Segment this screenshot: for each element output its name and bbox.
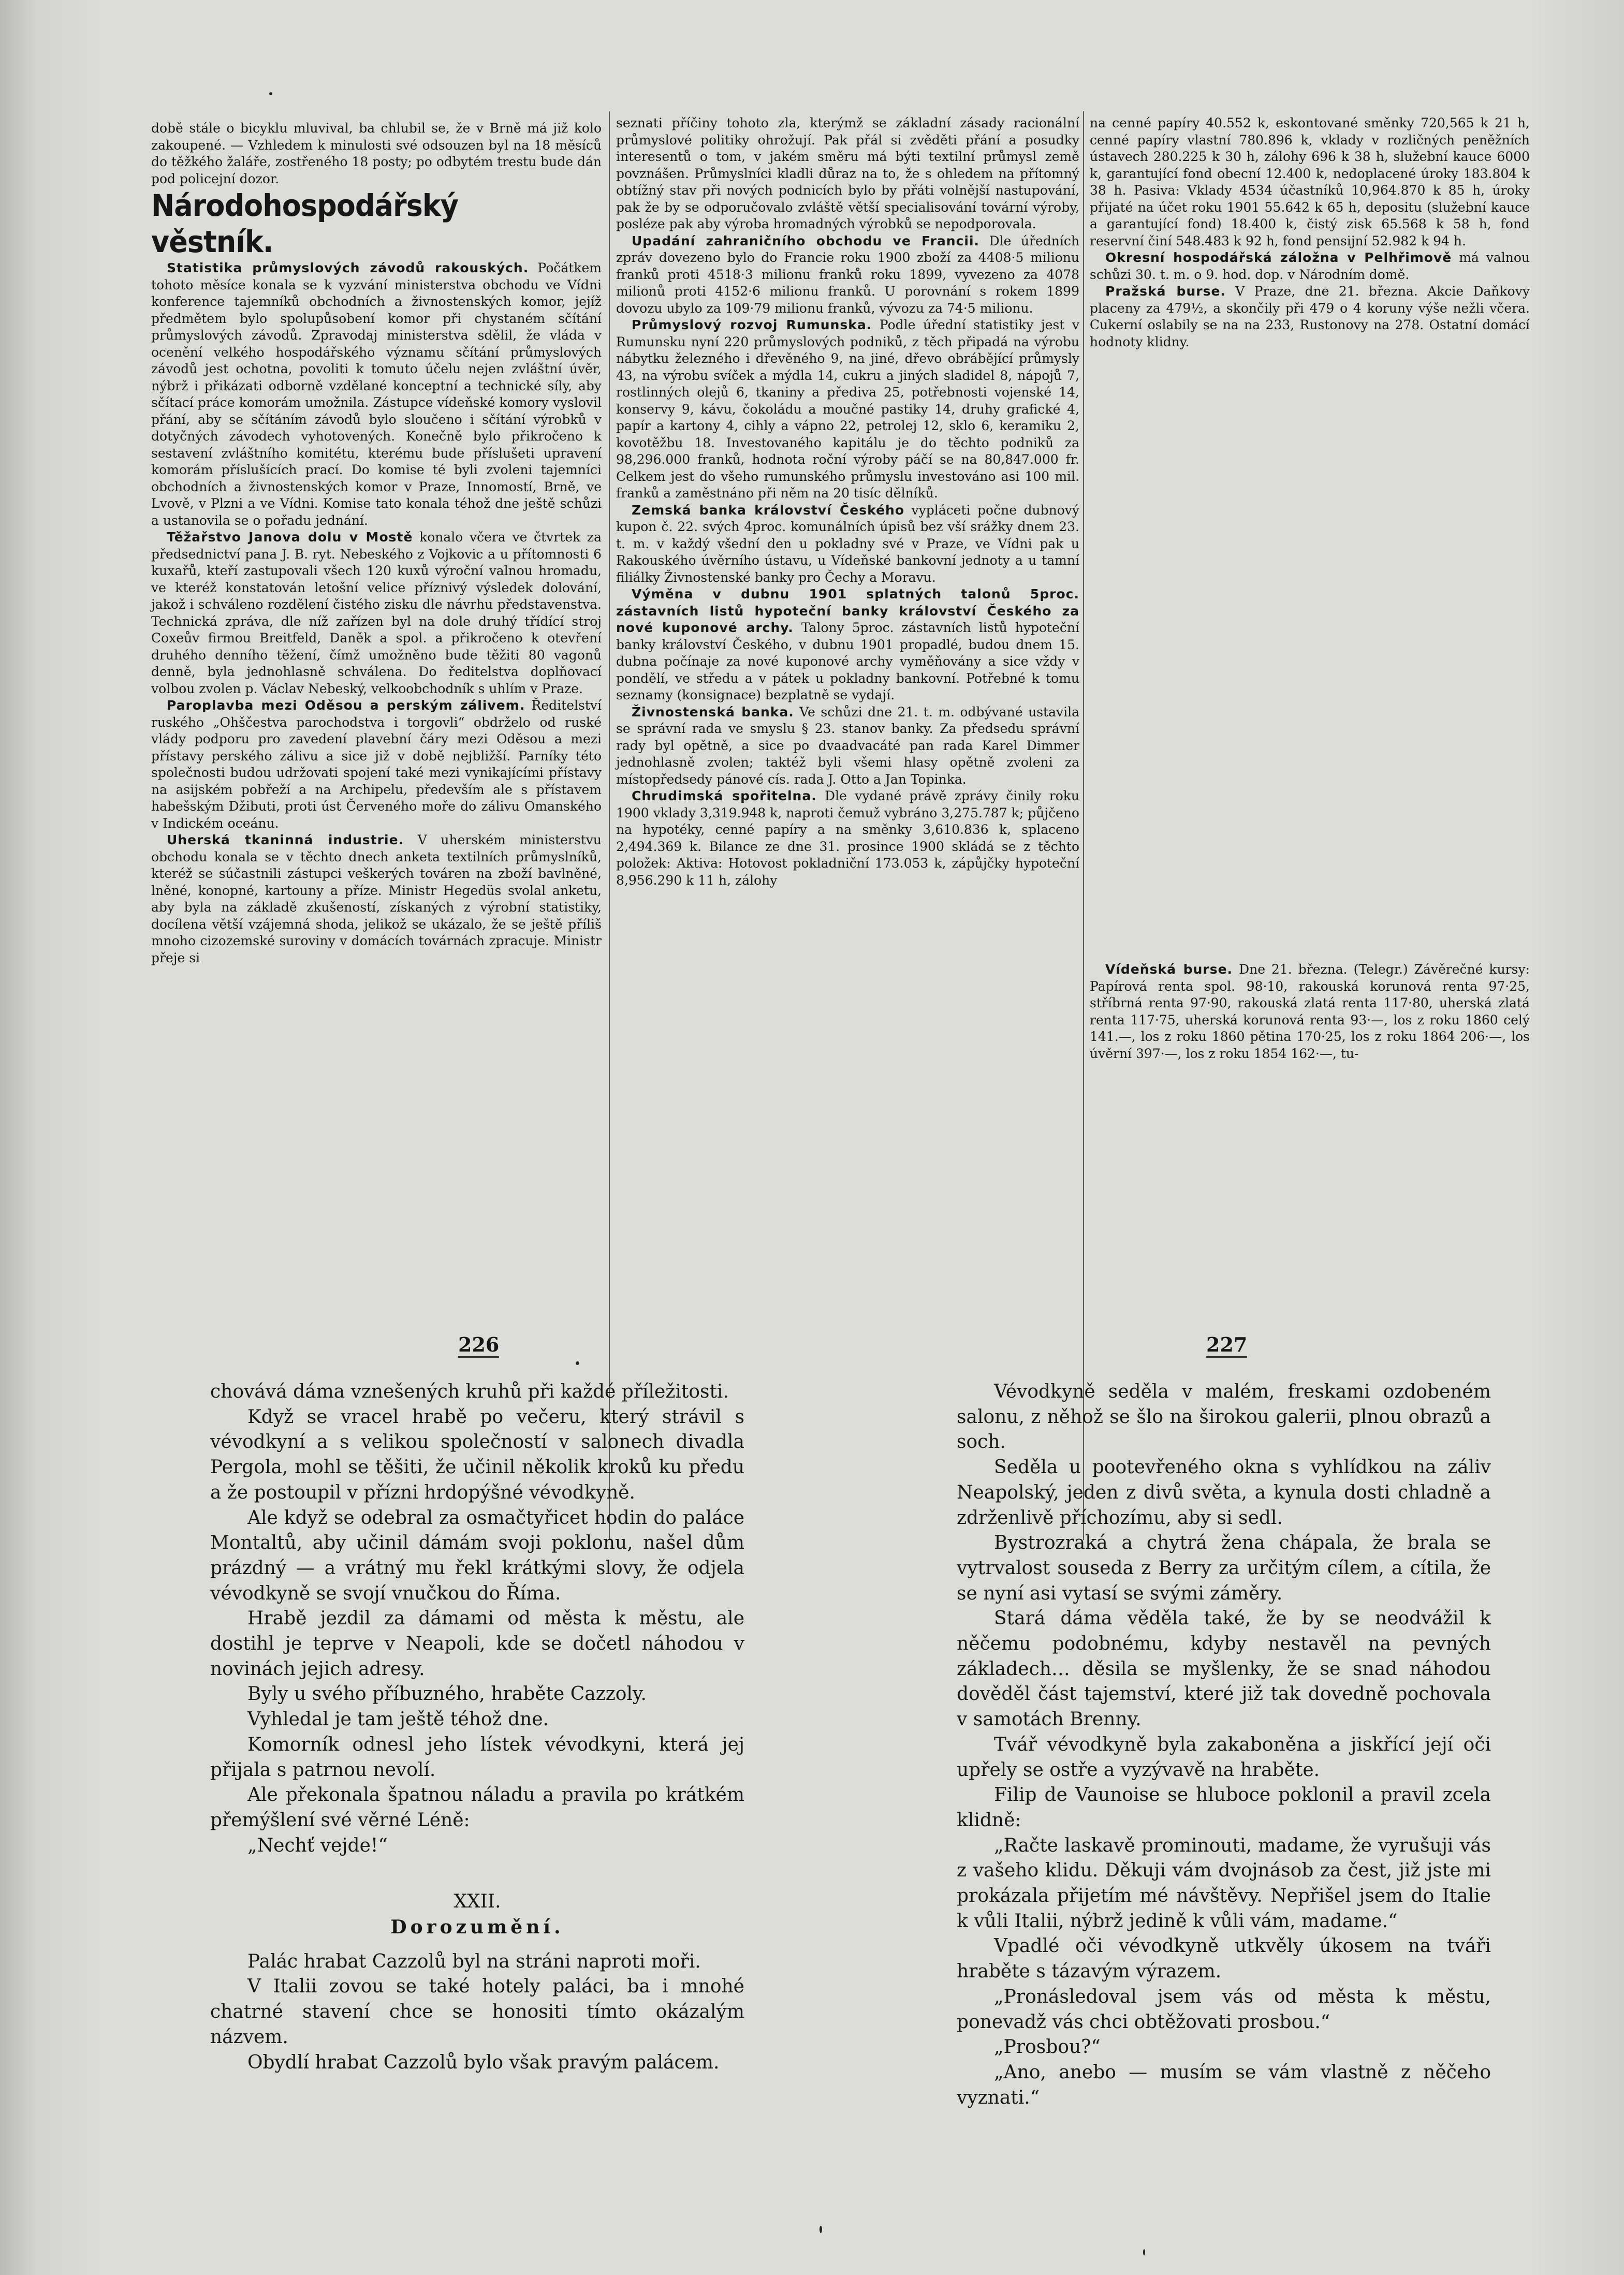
- paragraph: „Nechť vejde!“: [247, 1834, 388, 1856]
- ink-speck: [269, 92, 272, 95]
- book-page-left: [210, 1379, 744, 2075]
- article-body: Podle úřední statistiky jest v Rumunsku nyní 220 průmyslových podniků, z těch připadá na výrobu nábytku železného i dřevěného 9, na jiné, dřevo obrábějící průmysly 43, na výrobu svíček a mýdla 14, cukru a jiných sladidel 8, nápojů 7, rostlinných olejů 6, tkaniny a přediva 25, potřebnosti vojenské 14, konservy 9, kávu, čokoládu a moučné pastiky 14, druhy grafické 4, papír a kartony 4, cihly a vápno 22, petrolej 12, sklo 6, keramiku 2, kovotěžbu 18. Investovaného kapitálu je do těchto podniků za 98,296.000 franků, hodnota roční výroby páčí se na 80,847.000 fr. Celkem jest do všeho rumunského průmyslu investováno asi 100 mil. franků a zaměstnáno při něm na 20 tisíc dělníků.: [616, 317, 1079, 501]
- column3-intro: na cenné papíry 40.552 k, eskontované směnky 720,565 k 21 h, cenné papíry vlastní 780.896 k, vklady v rozličných peněžních ústavech 280.225 k 30 h, zálohy 696 k 38 h, služební kauce 6000 k, garantující fond obecní 12.400 k, nedoplacené úroky 183.804 k 38 h. Pasiva: Vklady 4534 účastníků 10,964.870 k 85 h, úroky přijaté na účet roku 1901 55.642 k 65 h, depositu (služební kauce a garantující fond) 18.400 k, čistý zisk 65.568 k 58 h, fond reservní činí 548.483 k 92 h, fond pensijní 52.982 k 94 h.: [1090, 115, 1530, 248]
- article-body: Počátkem tohoto měsíce konala se k vyzvání ministerstva obchodu ve Vídni konference tajemníků obchodních a živnostenských komor, jejíž předmětem bylo spolupůsobení komor při chystaném sčítání průmyslových závodů. Zpravodaj ministerstva sdělil, že vláda v ocenění velkého hospodářského významu sčítání průmyslových závodů jest ochotna, povoliti k tomuto účelu nejen zvláštní úvěr, nýbrž i přikázati odborně vzdělané konceptní a technické síly, aby sčítací práce komorám umožnila. Zástupce vídeňské komory vyslovil přání, aby se sčítáním závodů bylo sloučeno i sčítání výrobků v dotyčných závodech vyhotovených. Konečně bylo přikročeno k sestavení zvláštního komitétu, kterému bude příslušeti upravení komorám příslušících prací. Do komise té byli zvoleni tajemníci obchodních a živnostenských komor v Praze, Innomostí, Brně, ve Lvově, v Plzni a ve Vídni. Komise tato konala téhož dne ještě schůzi a ustanovila se o pořadu jednání.: [151, 260, 602, 528]
- article: [616, 788, 1079, 889]
- article-body: má valnou schůzi 30. t. m. o 9. hod. dop. v Národním domě.: [1090, 250, 1530, 282]
- article-title: Pražská burse.: [1105, 284, 1226, 299]
- article: [616, 233, 1079, 317]
- paragraph: Tvář vévodkyně byla zakaboněna a jiskřící její oči upřely se ostře a vyzývavě na hraběte.: [957, 1734, 1491, 1781]
- article-body: vypláceti počne dubnový kupon č. 22. svých 4proc. komunálních úpisů bez vší srážky dnem 23. t. m. v každý všední den u pokladny své v Praze, ve Vídni pak u Rakouského úvěrního ústavu, u Vídeňské bankovní jednoty a u tamní filiálky Živnostenské banky pro Čechy a Moravu.: [616, 502, 1080, 585]
- column2-intro: seznati příčiny tohoto zla, kterýmž se základní zásady racionální průmyslové politiky ohrožují. Pak přál si zvěděti přání a posudky interesentů o tom, v jakém směru má býti textilní průmysl země povznášen. Průmyslníci kladli důraz na to, že s ohledem na přítomný obtížný stav při nových podnicích bylo by přáti volnější nastupování, pak že by se odporučovalo zvláště větší specialisování tovární výroby, posléze pak aby výroba hromadných výrobků se nepodporovala.: [616, 115, 1079, 231]
- paragraph: Palác hrabat Cazzolů byl na stráni naproti moři.: [247, 1950, 701, 1972]
- ink-speck: [820, 2226, 822, 2233]
- article: [151, 260, 602, 529]
- article-body: V uherském ministerstvu obchodu konala se v těchto dnech anketa textilních průmyslníků, kteréž se súčastnili zástupci veškerých továren na zboží bavlněné, lněné, konopné, kartouny a příze. Ministr Hegedüs svolal anketu, aby byla na základě zkušeností, získaných z výrobní statistiky, docílena větší vzájemná shoda, jelikož se ukázalo, že se ještě příliš mnoho cizozemské suroviny v domácích továrnách zpracuje. Ministr přeje si: [151, 832, 602, 965]
- article-body: Ve schůzi dne 21. t. m. odbývané ustavila se správní rada ve smyslu § 23. stanov banky. Za předsedu správní rady byl opětně, a sice po dvaadvacáté pan rada Karel Dimmer jednohlasně zvolen; taktéž byli všemi hlasy opětně zvoleni za místopředsedy pánové cís. rada J. Otto a Jan Topinka.: [616, 704, 1080, 787]
- article-body: Dne 21. března. (Telegr.) Závěrečné kursy: Papírová renta spol. 98·10, rakouská korunová renta 97·25, stříbrná renta 97·90, rakouská zlatá renta 117·80, uherská zlatá renta 117·75, uherská korunová renta 93·—, los z roku 1860 celý 141.—, los z roku 1860 pětina 170·25, los z roku 1864 206·—, los úvěrní 397·—, los z roku 1854 162·—, tu-: [1090, 962, 1530, 1061]
- news-column-3: [1090, 115, 1530, 1062]
- paragraph: V Italii zovou se také hotely paláci, ba i mnohé chatrné stavení chce se honositi tímto okázalým názvem.: [210, 1976, 744, 2048]
- page-number-right: 227: [1206, 1333, 1247, 1358]
- article-title: Živnostenská banka.: [632, 704, 794, 720]
- article-body: Ředitelství ruského „Ohščestva parochodstva i torgovli“ obdrželo od ruské vlády podporu pro zavedení plavební čáry mezi Oděsou a mezi přístavy perského zálivu a sice již v době nejbližší. Parníky této společnosti budou udržovati spojení také mezi vynikajícími přístavy na asijském pobřeží a na Archipelu, především ale s přístavem habešským Džibuti, proti úst Červeného moře do zálivu Omanského v Indickém oceánu.: [151, 698, 602, 831]
- article-title: Vídeňská burse.: [1105, 962, 1233, 977]
- article-title: Uherská tkaninná industrie.: [167, 832, 404, 847]
- paragraph: Ale překonala špatnou náladu a pravila po krátkém přemýšlení své věrné Léně:: [210, 1784, 744, 1831]
- news-column-2: [616, 115, 1079, 889]
- article: [151, 697, 602, 832]
- chapter-title: Dorozumění.: [390, 1916, 564, 1939]
- article-body: Dle vydané právě zprávy činily roku 1900 vklady 3,319.948 k, naproti čemuž vybráno 3,275.787 k; půjčeno na hypotéky, cenné papíry a na směnky 3,610.836 k, splaceno 2,494.369 k. Bilance ze dne 31. prosince 1900 skládá se z těchto položek: Aktiva: Hotovost pokladniční 173.053 k, zápůjčky hypoteční 8,956.290 k 11 h, zálohy: [616, 788, 1080, 888]
- column1-intro: době stále o bicyklu mluvival, ba chlubil se, že v Brně má již kolo zakoupené. — Vzhledem k minulosti své odsouzen byl na 18 měsíců do těžkého žaláře, zostřeného 18 posty; po odbytém trestu bude dán pod policejní dozor.: [151, 121, 602, 186]
- paragraph: „Prosbou?“: [994, 2036, 1101, 2058]
- column-rule: [609, 111, 610, 1540]
- paragraph: „Račte laskavě prominouti, madame, že vyrušuji vás z vašeho klidu. Děkuji vám dvojnásob za čest, již jste mi prokázala přijetím mé návštěvy. Nepřišel jsem do Italie k vůli Italii, nýbrž jedině k vůli vám, madame.“: [957, 1834, 1491, 1932]
- paragraph: Když se vracel hrabě po večeru, který strávil s vévodkyní a s velikou společností v salonech divadla Pergola, mohl se těšiti, že učinil několik kroků ku předu a že postoupil v přízni hrdopýšné vévodkyně.: [210, 1406, 744, 1503]
- paragraph: Hrabě jezdil za dámami od města k městu, ale dostihl je teprve v Neapoli, kde se dočetl náhodou v novinách jejich adresy.: [210, 1608, 744, 1680]
- article-title: Výměna v dubnu 1901 splatných talonů 5proc. zástavních listů hypoteční banky království Českého za nové kuponové archy.: [616, 586, 1079, 635]
- article-title: Zemská banka království Českého: [632, 502, 905, 518]
- chapter-number: XXII.: [453, 1891, 501, 1913]
- paragraph: Ale když se odebral za osmačtyřicet hodin do paláce Montaltů, aby učinil dámám svoji poklonu, našel dům prázdný — a vrátný mu řekl krátkými slovy, že odjela vévodkyně se svojí vnučkou do Říma.: [210, 1507, 744, 1604]
- article: [616, 586, 1079, 704]
- article-title: Statistika průmyslových závodů rakouských.: [167, 260, 529, 275]
- article: [616, 317, 1079, 502]
- article-title: Těžařstvo Janova dolu v Mostě: [167, 530, 413, 545]
- paragraph: Vyhledal je tam ještě téhož dne.: [247, 1709, 549, 1730]
- article: [616, 502, 1079, 586]
- article-title: Průmyslový rozvoj Rumunska.: [632, 317, 872, 332]
- article-title: Upadání zahraničního obchodu ve Francii.: [632, 233, 980, 248]
- news-column-1: [151, 120, 602, 966]
- paragraph: Seděla u pootevřeného okna s vyhlídkou na záliv Neapolský, jeden z divů světa, a kynula dosti chladně a zdrženlivě příchozímu, aby si sedl.: [957, 1457, 1491, 1529]
- article: [151, 832, 602, 966]
- article-body: Talony 5proc. zástavních listů hypoteční banky království Českého, v dubnu 1901 propadlé, budou dnem 15. dubna počínaje za nové kuponové archy vyměňovány a sice vždy v pondělí, ve středu a v pátek u pokladny bankovní. Potřebné k tomu seznamy (konsignace) bezplatně se vydají.: [616, 620, 1079, 702]
- paragraph: Komorník odnesl jeho lístek vévodkyni, která jej přijala s patrnou nevolí.: [210, 1734, 744, 1781]
- ink-speck: [1143, 2249, 1145, 2255]
- article: [616, 704, 1079, 788]
- article: [1090, 961, 1530, 1062]
- paragraph: Vpadlé oči vévodkyně utkvěly úkosem na tváři hraběte s tázavým výrazem.: [957, 1935, 1491, 1983]
- masthead: Národohospodářský věstník.: [151, 188, 459, 259]
- article-body: Dle úředních zpráv dovezeno bylo do Francie roku 1900 zboží za 4408·5 milionu franků proti 4518·3 milionu franků roku 1899, vyvezeno za 4078 milionů proti 4152·6 milionu franků. U porovnání s rokem 1899 dovozu ubylo za 109·79 milionu franků, vývozu za 74·5 milionu.: [616, 233, 1079, 316]
- paragraph: Filip de Vaunoise se hluboce poklonil a pravil zcela klidně:: [957, 1784, 1491, 1831]
- paragraph: „Ano, anebo — musím se vám vlastně z něčeho vyznati.“: [957, 2061, 1491, 2108]
- paragraph: Vévodkyně seděla v malém, freskami ozdobeném salonu, z něhož se šlo na širokou galerii, plnou obrazů a soch.: [957, 1381, 1491, 1453]
- page-number-left: 226: [458, 1333, 499, 1358]
- article-title: Chrudimská spořitelna.: [632, 788, 817, 803]
- book-page-right: [957, 1379, 1491, 2110]
- paragraph: Stará dáma věděla také, že by se neodvážil k něčemu podobnému, kdyby nestavěl na pevných základech… děsila se myšlenky, že se snad náhodou dověděl část tajemství, které již tak dovedně pochovala v samotách Brenny.: [957, 1608, 1491, 1730]
- paragraph: Byly u svého příbuzného, hraběte Cazzoly.: [247, 1683, 647, 1705]
- column-rule: [1083, 111, 1084, 1540]
- article-body: konalo včera ve čtvrtek za předsednictví pana J. B. ryt. Nebeského z Vojkovic a u přítomnosti 6 kuxařů, kteří zastupovali všech 120 kuxů výroční valnou hromadu, ve kteréž konstatován letošní velice příznivý výsledek dolování, jakož i schváleno rozdělení čistého zisku dle návrhu představenstva. Technická zpráva, dle níž zařízen byl na dole druhý třídící stroj Coxeův firmou Breitfeld, Daněk a spol. a přikročeno k otevření druhého denního těžení, čímž umožněno bude těžiti 80 vagonů denně, byla jednohlasně schválena. Do ředitelstva doplňovací volbou zvolen p. Václav Nebeský, velkoobchodník s uhlím v Praze.: [151, 530, 602, 696]
- article-body: V Praze, dne 21. března. Akcie Daňkovy placeny za 479½, a skončily při 479 o 4 koruny výše nežli včera. Cukerní oslabily se na na 233, Rustonovy na 278. Ostatní domácí hodnoty klidny.: [1090, 284, 1530, 349]
- article: [151, 529, 602, 697]
- article: [1090, 249, 1530, 283]
- paragraph: Bystrozraká a chytrá žena chápala, že brala se vytrvalost souseda z Berry za určitým cílem, a cítila, že se nyní asi vytasí se svými záměry.: [957, 1532, 1491, 1604]
- paragraph: Obydlí hrabat Cazzolů bylo však pravým palácem.: [247, 2051, 720, 2073]
- paragraph: „Pronásledoval jsem vás od města k městu, ponevadž vás chci obtěžovati prosbou.“: [957, 1986, 1491, 2033]
- paragraph: chovává dáma vznešených kruhů při každé příležitosti.: [210, 1381, 729, 1402]
- article: [1090, 283, 1530, 350]
- article-title: Paroplavba mezi Oděsou a perským zálivem.: [167, 698, 525, 713]
- article-title: Okresní hospodářská záložna v Pelhřimově: [1105, 250, 1452, 265]
- ink-speck: [576, 1361, 579, 1365]
